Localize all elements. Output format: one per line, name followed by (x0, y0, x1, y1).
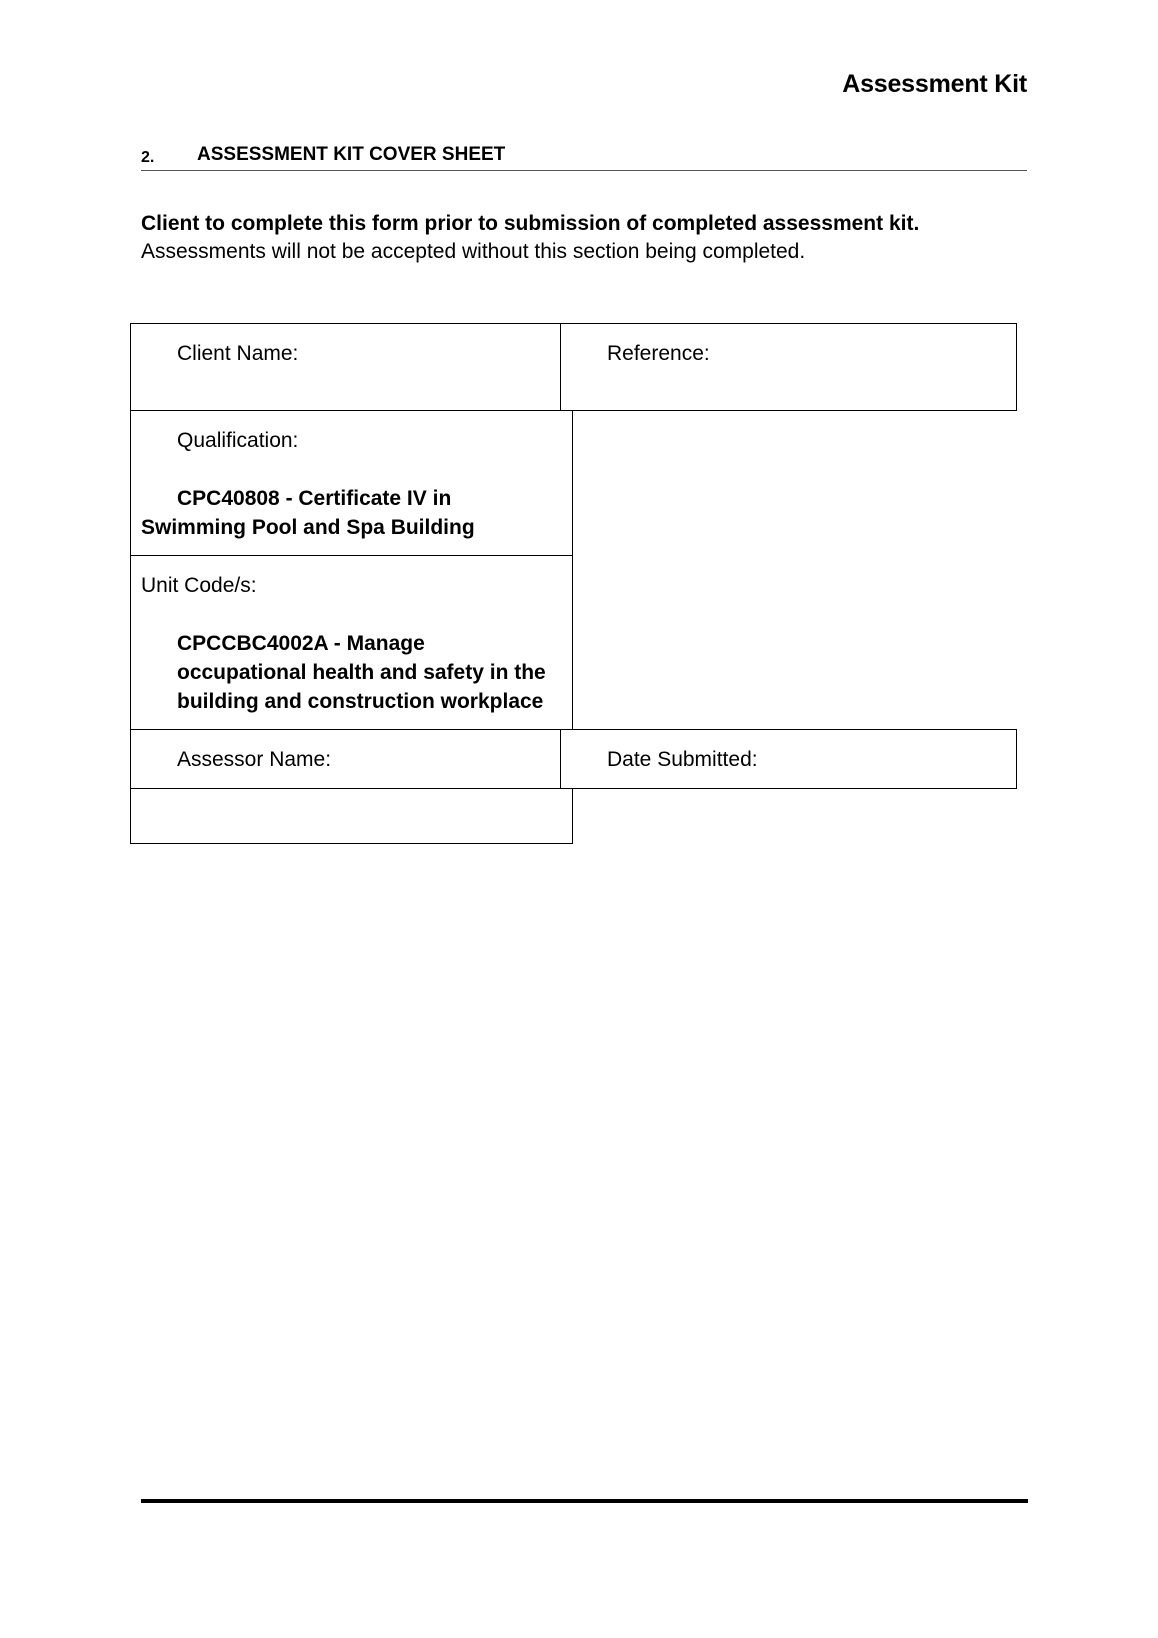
unit-code-label: Unit Code/s: (141, 574, 257, 597)
qualification-value: CPC40808 - Certificate IV in Swimming Pool and Spa Building (141, 487, 475, 539)
qualification-cell (130, 410, 573, 556)
instruction-text: Client to complete this form prior to submission of completed assessment kit. (141, 212, 920, 235)
section-title: ASSESSMENT KIT COVER SHEET (197, 144, 506, 165)
requirement-note: Assessments will not be accepted without this section being completed. (141, 240, 806, 263)
date-submitted-label: Date Submitted: (607, 748, 758, 771)
page-header-title: Assessment Kit (842, 70, 1027, 98)
client-name-field[interactable] (130, 323, 561, 411)
client-name-label: Client Name: (177, 342, 299, 365)
intro-text (141, 210, 919, 266)
reference-label: Reference: (607, 342, 710, 365)
assessor-name-entry-field[interactable] (130, 788, 573, 844)
section-number: 2. (141, 149, 155, 166)
unit-code-value: CPCCBC4002A - Manage occupational health and safety in the building and construction workplace (177, 632, 546, 713)
footer-divider (141, 1499, 1028, 1503)
date-submitted-field[interactable] (560, 729, 1017, 789)
reference-field[interactable] (560, 323, 1017, 411)
assessor-name-field[interactable] (130, 729, 561, 789)
assessor-name-label: Assessor Name: (177, 748, 332, 771)
section-heading (141, 143, 1027, 171)
qualification-label: Qualification: (177, 429, 299, 452)
unit-code-cell (130, 555, 573, 730)
